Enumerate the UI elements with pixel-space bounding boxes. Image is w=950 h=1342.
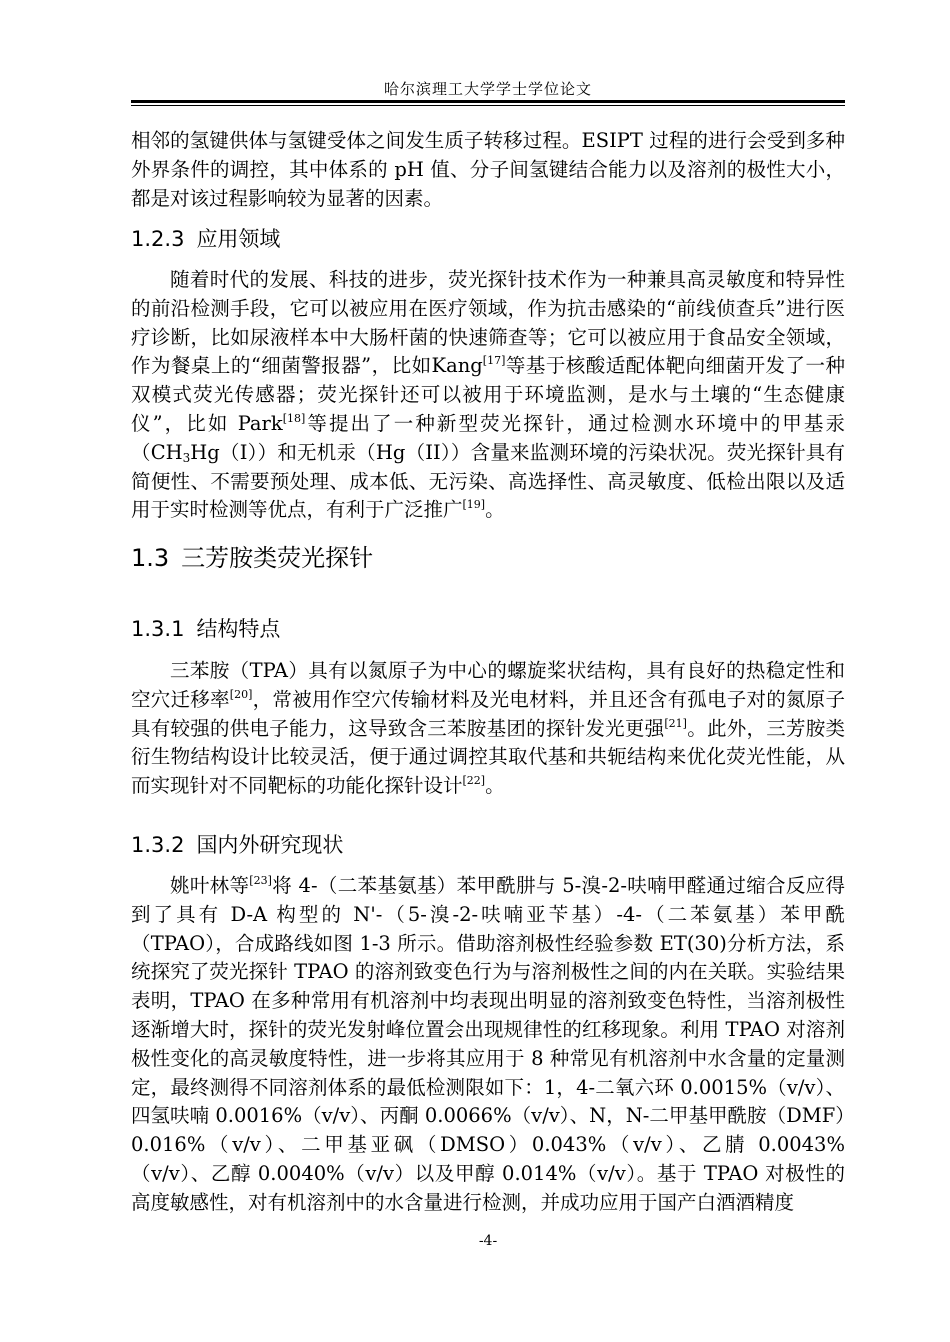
paragraph-esipt-continued (131, 127, 845, 213)
section-number: 1.3.2 (131, 833, 185, 857)
text-run: Hg（I））和无机汞（Hg（II））含量来监测环境的污染状况。荧光探针具有简便性、不需要预处理、成本低、无污染、高选择性、高灵敏度、低检出限以及适用于实时检测等优点，有利于广泛推广 (131, 440, 845, 522)
section-heading-1-3-1 (131, 615, 845, 643)
section-title: 三芳胺类荧光探针 (181, 544, 374, 572)
section-number: 1.3.1 (131, 617, 185, 641)
section-number: 1.3 (131, 544, 170, 572)
text-run: 将 4-（二苯基氨基）苯甲酰肼与 5-溴-2-呋喃甲醛通过缩合反应得到了具有 D-A 构型的 N'-（5-溴-2-呋喃亚苄基）-4-（二苯氨基）苯甲酰（TPAO），合成路线如图 1-3 所示。借助溶剂极性经验参数 ET(30)分析方法，系统探究了荧光探针 TPAO 的溶剂致变色行为与溶剂极性之间的内在关联。实验结果表明，TPAO 在多种常用有机溶剂中均表现出明显的溶剂致变色特性，当溶剂极性逐渐增大时，探针的荧光发射峰位置会出现规律性的红移现象。利用 TPAO 对溶剂极性变化的高灵敏度特性，进一步将其应用于 8 种常见有机溶剂中水含量的定量测定，最终测得不同溶剂体系的最低检测限如下：1，4-二氧六环 0.0015%（v/v）、四氢呋喃 0.0016%（v/v）、丙酮 0.0066%（v/v）、N，N-二甲基甲酰胺（DMF）0.016%（v/v）、二甲基亚砜（DMSO）0.043%（v/v）、乙腈 0.0043%（v/v）、乙醇 0.0040%（v/v）以及甲醇 0.014%（v/v）。基于 TPAO 对极性的高度敏感性，对有机溶剂中的水含量进行检测，并成功应用于国产白酒酒精度 (131, 874, 845, 1214)
paragraph-structure (131, 657, 845, 801)
text-run: 。此外，三芳胺类衍生物结构设计比较灵活，便于通过调控其取代基和共轭结构来优化荧光性能，从而实现针对不同靶标的功能化探针设计 (131, 716, 845, 798)
text-run: 。 (485, 498, 505, 522)
text-run: 随着时代的发展、科技的进步，荧光探针技术作为一种兼具高灵敏度和特异性的前沿检测手段，它可以被应用在医疗领域，作为抗击感染的“前线侦查兵”进行医疗诊断，比如尿液样本中大肠杆菌的快速筛查等；它可以被应用于食品安全领域，作为餐桌上的“细菌警报器”，比如Kang (131, 268, 845, 378)
text-run: 姚叶林等 (170, 874, 250, 897)
paragraph-research-status (131, 872, 845, 1218)
text-run: 。 (485, 774, 505, 798)
citation-ref: [19] (462, 498, 486, 512)
page-number: -4- (478, 1233, 498, 1249)
paragraph-text: 相邻的氢键供体与氢键受体之间发生质子转移过程。ESIPT 过程的进行会受到多种外界条件的调控，其中体系的 pH 值、分子间氢键结合能力以及溶剂的极性大小，都是对该过程影响较为显著的因素。 (131, 129, 845, 210)
running-header: 哈尔滨理工大学学士学位论文 (383, 80, 592, 98)
citation-ref: [22] (462, 774, 486, 788)
section-title: 国内外研究现状 (196, 833, 344, 857)
section-title: 结构特点 (196, 617, 281, 641)
subscript: 3 (182, 450, 191, 465)
header-rule-thick (131, 100, 845, 103)
section-heading-1-2-3 (131, 225, 845, 253)
citation-ref: [18] (282, 411, 306, 425)
citation-ref: [23] (249, 874, 272, 887)
section-heading-1-3 (131, 543, 845, 573)
section-heading-1-3-2 (131, 831, 845, 859)
citation-ref: [17] (482, 354, 506, 368)
text-run: 等提出了一种新型荧光探针，通过检测水环境中的甲基汞（CH (131, 411, 845, 464)
citation-ref: [21] (664, 716, 687, 730)
header-rule-thin (131, 105, 845, 106)
section-number: 1.2.3 (131, 227, 185, 251)
text-run: 三苯胺（TPA）具有以氮原子为中心的螺旋桨状结构，具有良好的热稳定性和空穴迁移率 (131, 659, 845, 711)
text-run: 等基于核酸适配体靶向细菌开发了一种双模式荧光传感器；荧光探针还可以被用于环境监测，是水与土壤的“生态健康仪”，比如 Park (131, 354, 845, 435)
paragraph-applications (131, 266, 845, 525)
citation-ref: [20] (229, 687, 253, 701)
text-run: ，常被用作空穴传输材料及光电材料，并且还含有孤电子对的氮原子具有较强的供电子能力，这导致含三苯胺基团的探针发光更强 (131, 687, 845, 740)
section-title: 应用领域 (196, 227, 281, 251)
